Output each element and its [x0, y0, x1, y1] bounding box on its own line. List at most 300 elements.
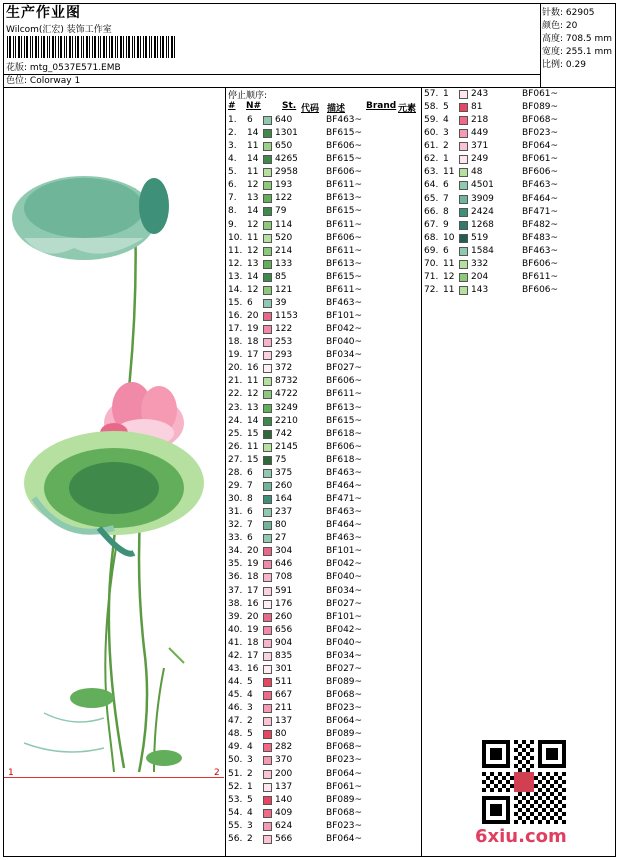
color-swatch: [263, 783, 272, 792]
table-row: [424, 114, 614, 127]
thread-code: BF027~: [326, 663, 363, 674]
qr-module: [490, 788, 494, 792]
table-row: [228, 519, 418, 532]
barcode-bar: [38, 36, 39, 58]
stitch-count: 48: [471, 167, 483, 178]
needle-number: 16: [247, 363, 259, 374]
stop-number: 36.: [228, 572, 243, 583]
stop-number: 65.: [424, 193, 439, 204]
table-row: [228, 650, 418, 663]
thread-code: BF615~: [326, 415, 363, 426]
thread-code: BF613~: [326, 193, 363, 204]
thread-code: BF064~: [326, 768, 363, 779]
needle-number: 2: [443, 141, 449, 152]
stitch-count: 121: [275, 284, 293, 295]
table-row: [424, 258, 614, 271]
barcode-bar: [83, 36, 84, 58]
thread-code: BF611~: [326, 389, 363, 400]
colorway-label: 色位: Colorway 1: [6, 76, 81, 86]
stitch-count: 650: [275, 141, 293, 152]
qr-module: [526, 744, 530, 748]
qr-module: [554, 812, 558, 816]
stitch-count: 624: [275, 820, 293, 831]
stitch-count: 3249: [275, 402, 298, 413]
table-row: [424, 140, 614, 153]
needle-number: 9: [443, 219, 449, 230]
stitch-count: 332: [471, 258, 489, 269]
qr-module: [558, 792, 562, 796]
col-element: 元素: [398, 104, 417, 114]
stop-number: 18.: [228, 337, 243, 348]
qr-module: [522, 796, 526, 800]
divider: [3, 74, 540, 75]
barcode-bar: [75, 36, 76, 58]
barcode-bar: [26, 36, 28, 58]
qr-module: [502, 784, 506, 788]
page-title: 生产作业图: [6, 5, 81, 21]
stop-number: 44.: [228, 677, 243, 687]
thread-code: BF101~: [326, 546, 363, 557]
color-swatch: [263, 482, 272, 491]
color-swatch: [263, 456, 272, 465]
stitch-count: 75: [275, 454, 287, 465]
table-row: [228, 415, 418, 428]
stitch-count: 140: [275, 794, 293, 805]
qr-module: [554, 820, 558, 824]
thread-code: BF089~: [326, 677, 363, 687]
stitch-count: 1153: [275, 311, 298, 322]
color-swatch: [263, 678, 272, 687]
qr-module: [546, 820, 550, 824]
needle-number: 15: [247, 454, 259, 465]
qr-module: [526, 752, 530, 756]
color-swatch: [459, 155, 468, 164]
color-swatch: [459, 286, 468, 295]
thread-code: BF061~: [522, 154, 559, 165]
needle-number: 17: [247, 350, 259, 361]
needle-number: 15: [247, 428, 259, 439]
barcode-bar: [134, 36, 135, 58]
qr-module: [498, 780, 502, 784]
divider: [421, 87, 422, 857]
thread-code: BF471~: [522, 206, 559, 217]
needle-number: 1: [443, 154, 449, 165]
stop-number: 6.: [228, 180, 237, 191]
color-swatch: [263, 390, 272, 399]
stop-number: 66.: [424, 206, 439, 217]
stitch-count: 4501: [471, 180, 494, 191]
col-needle: N#: [246, 101, 262, 111]
qr-code: [482, 740, 566, 824]
stitch-count: 260: [275, 611, 293, 622]
thread-code: BF027~: [326, 363, 363, 374]
needle-number: 10: [443, 232, 455, 243]
qr-module: [510, 784, 514, 788]
qr-module: [526, 768, 530, 772]
barcode-bar: [35, 36, 37, 58]
needle-number: 4: [247, 690, 253, 701]
qr-finder: [490, 804, 502, 816]
qr-finder: [546, 748, 558, 760]
color-swatch: [459, 195, 468, 204]
color-swatch: [263, 299, 272, 308]
col-desc: 描述: [327, 104, 346, 114]
table-row: [228, 375, 418, 388]
stitch-count: 904: [275, 637, 293, 648]
qr-module: [506, 780, 510, 784]
thread-code: BF613~: [326, 402, 363, 413]
table-row: [424, 88, 614, 101]
thread-code: BF023~: [326, 755, 363, 766]
table-row: [228, 362, 418, 375]
stop-number: 59.: [424, 115, 439, 126]
stop-number: 61.: [424, 141, 439, 152]
barcode-bar: [18, 36, 20, 58]
color-swatch: [263, 770, 272, 779]
table-row: [424, 219, 614, 232]
stitch-count: 114: [275, 219, 293, 230]
thread-code: BF618~: [326, 428, 363, 439]
table-row: [228, 702, 418, 715]
stitch-count: 27: [275, 533, 287, 544]
thread-code: BF471~: [326, 494, 363, 505]
needle-number: 12: [247, 180, 259, 191]
barcode-bar: [98, 36, 99, 58]
needle-number: 14: [247, 154, 259, 165]
table-row: [228, 624, 418, 637]
color-swatch: [459, 142, 468, 151]
needle-number: 2: [247, 768, 253, 779]
col-stitches: St.: [282, 101, 297, 111]
barcode-bar: [92, 36, 93, 58]
barcode-bar: [126, 36, 127, 58]
table-row: [228, 571, 418, 584]
table-row: [424, 206, 614, 219]
color-swatch: [263, 704, 272, 713]
stitch-count: 3909: [471, 193, 494, 204]
table-row: [424, 166, 614, 179]
color-swatch: [263, 796, 272, 805]
thread-code: BF606~: [326, 441, 363, 452]
qr-module: [518, 808, 522, 812]
barcode-bar: [60, 36, 62, 58]
barcode-bar: [154, 36, 156, 58]
table-row: [228, 506, 418, 519]
table-row: [424, 271, 614, 284]
thread-code: BF064~: [326, 716, 363, 727]
barcode-bar: [168, 36, 169, 58]
barcode-bar: [24, 36, 25, 58]
needle-number: 11: [443, 258, 455, 269]
stitch-count: 370: [275, 755, 293, 766]
color-swatch: [459, 234, 468, 243]
needle-number: 19: [247, 624, 259, 635]
qr-module: [526, 760, 530, 764]
table-row: [228, 428, 418, 441]
stop-number: 55.: [228, 820, 243, 831]
stop-number: 51.: [228, 768, 243, 779]
qr-module: [538, 820, 542, 824]
barcode-bar: [13, 36, 14, 58]
stitch-count: 449: [471, 128, 489, 139]
qr-module: [522, 812, 526, 816]
qr-module: [530, 820, 534, 824]
stop-number: 41.: [228, 637, 243, 648]
qr-module: [554, 804, 558, 808]
stitch-count: 1301: [275, 128, 298, 139]
qr-module: [526, 816, 530, 820]
qr-module: [562, 820, 566, 824]
thread-code: BF606~: [522, 285, 559, 296]
stitch-count: 260: [275, 480, 293, 491]
qr-module: [514, 812, 518, 816]
thread-code: BF023~: [326, 703, 363, 714]
stop-number: 38.: [228, 598, 243, 609]
needle-number: 13: [247, 258, 259, 269]
stitch-count: 204: [471, 271, 489, 282]
qr-finder: [490, 748, 502, 760]
color-swatch: [263, 404, 272, 413]
info-row: 颜色: 20: [542, 21, 578, 31]
needle-number: 12: [247, 245, 259, 256]
barcode-bar: [86, 36, 88, 58]
table-row: [228, 820, 418, 833]
qr-module: [522, 804, 526, 808]
needle-number: 3: [247, 755, 253, 766]
table-row: [424, 127, 614, 140]
color-swatch: [263, 234, 272, 243]
qr-module: [538, 772, 542, 776]
needle-number: 20: [247, 546, 259, 557]
table-row: [228, 558, 418, 571]
stop-number: 33.: [228, 533, 243, 544]
color-swatch: [459, 103, 468, 112]
thread-code: BF611~: [326, 245, 363, 256]
needle-number: 11: [443, 285, 455, 296]
barcode-bar: [132, 36, 133, 58]
stop-number: 39.: [228, 611, 243, 622]
stop-number: 56.: [228, 833, 243, 844]
qr-module: [510, 776, 514, 780]
color-swatch: [263, 730, 272, 739]
thread-code: BF042~: [326, 324, 363, 335]
color-swatch: [459, 247, 468, 256]
qr-module: [522, 764, 526, 768]
stop-number: 45.: [228, 690, 243, 701]
needle-number: 5: [443, 102, 449, 113]
stitch-count: 2958: [275, 167, 298, 178]
thread-code: BF464~: [326, 520, 363, 531]
table-row: [228, 532, 418, 545]
stop-number: 58.: [424, 102, 439, 113]
thread-code: BF064~: [522, 141, 559, 152]
end-marker: 2: [214, 768, 220, 778]
color-swatch: [263, 273, 272, 282]
barcode-bar: [43, 36, 45, 58]
thread-code: BF064~: [326, 833, 363, 844]
thread-code: BF463~: [326, 467, 363, 478]
stop-number: 53.: [228, 794, 243, 805]
color-swatch: [263, 639, 272, 648]
qr-module: [554, 788, 558, 792]
thread-code: BF034~: [326, 585, 363, 596]
color-swatch: [263, 194, 272, 203]
stitch-count: 200: [275, 768, 293, 779]
thread-code: BF483~: [522, 232, 559, 243]
stitch-count: 253: [275, 337, 293, 348]
qr-module: [490, 780, 494, 784]
color-swatch: [263, 665, 272, 674]
barcode-bar: [149, 36, 150, 58]
thread-code: BF040~: [326, 572, 363, 583]
company-name: Wilcom(汇宏) 装饰工作室: [6, 25, 112, 35]
info-row: 高度: 708.5 mm: [542, 34, 613, 44]
stitch-count: 2424: [471, 206, 494, 217]
color-swatch: [263, 508, 272, 517]
thread-code: BF464~: [326, 480, 363, 491]
qr-module: [558, 784, 562, 788]
needle-number: 14: [247, 271, 259, 282]
stop-number: 71.: [424, 271, 439, 282]
qr-module: [546, 796, 550, 800]
color-swatch: [263, 534, 272, 543]
table-row: [228, 768, 418, 781]
stitch-count: 409: [275, 807, 293, 818]
qr-module: [518, 752, 522, 756]
stop-number: 20.: [228, 363, 243, 374]
thread-code: BF023~: [326, 820, 363, 831]
stop-number: 12.: [228, 258, 243, 269]
stop-number: 67.: [424, 219, 439, 230]
table-row: [228, 271, 418, 284]
stop-number: 52.: [228, 781, 243, 792]
color-swatch: [263, 116, 272, 125]
barcode-bar: [140, 36, 141, 58]
barcode: [7, 36, 177, 58]
qr-module: [554, 772, 558, 776]
qr-module: [514, 804, 518, 808]
table-row: [228, 245, 418, 258]
table-row: [228, 336, 418, 349]
thread-code: BF068~: [326, 690, 363, 701]
stop-number: 7.: [228, 193, 237, 204]
color-swatch: [263, 835, 272, 844]
barcode-bar: [103, 36, 105, 58]
stitch-count: 375: [275, 467, 293, 478]
stop-number: 19.: [228, 350, 243, 361]
qr-module: [530, 740, 534, 744]
color-swatch: [263, 469, 272, 478]
info-row: 宽度: 255.1 mm: [542, 47, 613, 57]
thread-code: BF611~: [326, 219, 363, 230]
table-row: [424, 284, 614, 297]
thread-code: BF040~: [326, 637, 363, 648]
thread-code: BF606~: [522, 167, 559, 178]
table-row: [228, 205, 418, 218]
table-row: [228, 454, 418, 467]
stitch-count: 282: [275, 742, 293, 753]
needle-number: 13: [247, 402, 259, 413]
needle-number: 11: [443, 167, 455, 178]
barcode-bar: [100, 36, 101, 58]
table-row: [228, 258, 418, 271]
stop-number: 1.: [228, 115, 237, 125]
needle-number: 19: [247, 324, 259, 335]
color-swatch: [459, 260, 468, 269]
qr-module: [518, 792, 522, 796]
stop-number: 42.: [228, 650, 243, 661]
qr-module: [534, 784, 538, 788]
thread-code: BF606~: [326, 167, 363, 178]
needle-number: 18: [247, 572, 259, 583]
qr-module: [514, 756, 518, 760]
needle-number: 11: [247, 141, 259, 152]
qr-module: [486, 776, 490, 780]
table-row: [228, 480, 418, 493]
table-row: [228, 545, 418, 558]
stop-number: 17.: [228, 324, 243, 335]
stitch-count: 122: [275, 324, 293, 335]
stitch-count: 164: [275, 494, 293, 505]
thread-code: BF606~: [326, 232, 363, 243]
colorway-value: Colorway 1: [29, 76, 81, 86]
barcode-bar: [137, 36, 139, 58]
thread-code: BF068~: [326, 807, 363, 818]
stitch-count: 4265: [275, 154, 298, 165]
color-swatch: [263, 155, 272, 164]
color-swatch: [263, 547, 272, 556]
qr-module: [542, 808, 546, 812]
color-swatch: [263, 443, 272, 452]
qr-module: [506, 788, 510, 792]
color-swatch: [459, 208, 468, 217]
qr-module: [546, 804, 550, 808]
qr-module: [538, 804, 542, 808]
thread-code: BF089~: [522, 102, 559, 113]
color-swatch: [263, 560, 272, 569]
barcode-bar: [160, 36, 161, 58]
stitch-count: 79: [275, 206, 287, 217]
table-row: [228, 585, 418, 598]
needle-number: 3: [247, 703, 253, 714]
color-swatch: [263, 430, 272, 439]
qr-module: [534, 800, 538, 804]
stop-number: 70.: [424, 258, 439, 269]
qr-module: [482, 780, 486, 784]
qr-module: [514, 764, 518, 768]
design-file: mtg_0537E571.EMB: [29, 63, 121, 73]
qr-module: [518, 768, 522, 772]
qr-module: [558, 776, 562, 780]
stop-number: 23.: [228, 402, 243, 413]
stitch-count: 293: [275, 350, 293, 361]
color-swatch: [263, 756, 272, 765]
needle-number: 6: [247, 467, 253, 478]
needle-number: 11: [247, 376, 259, 387]
stitch-count: 211: [275, 703, 293, 714]
design-info: [540, 3, 616, 70]
table-row: [228, 807, 418, 820]
color-swatch: [459, 181, 468, 190]
thread-code: BF463~: [326, 115, 363, 125]
stitch-count: 80: [275, 520, 287, 531]
qr-module: [538, 780, 542, 784]
thread-code: BF040~: [326, 337, 363, 348]
barcode-bar: [55, 36, 56, 58]
qr-module: [558, 800, 562, 804]
color-swatch: [263, 809, 272, 818]
design-label: 花版: mtg_0537E571.EMB: [6, 63, 121, 73]
